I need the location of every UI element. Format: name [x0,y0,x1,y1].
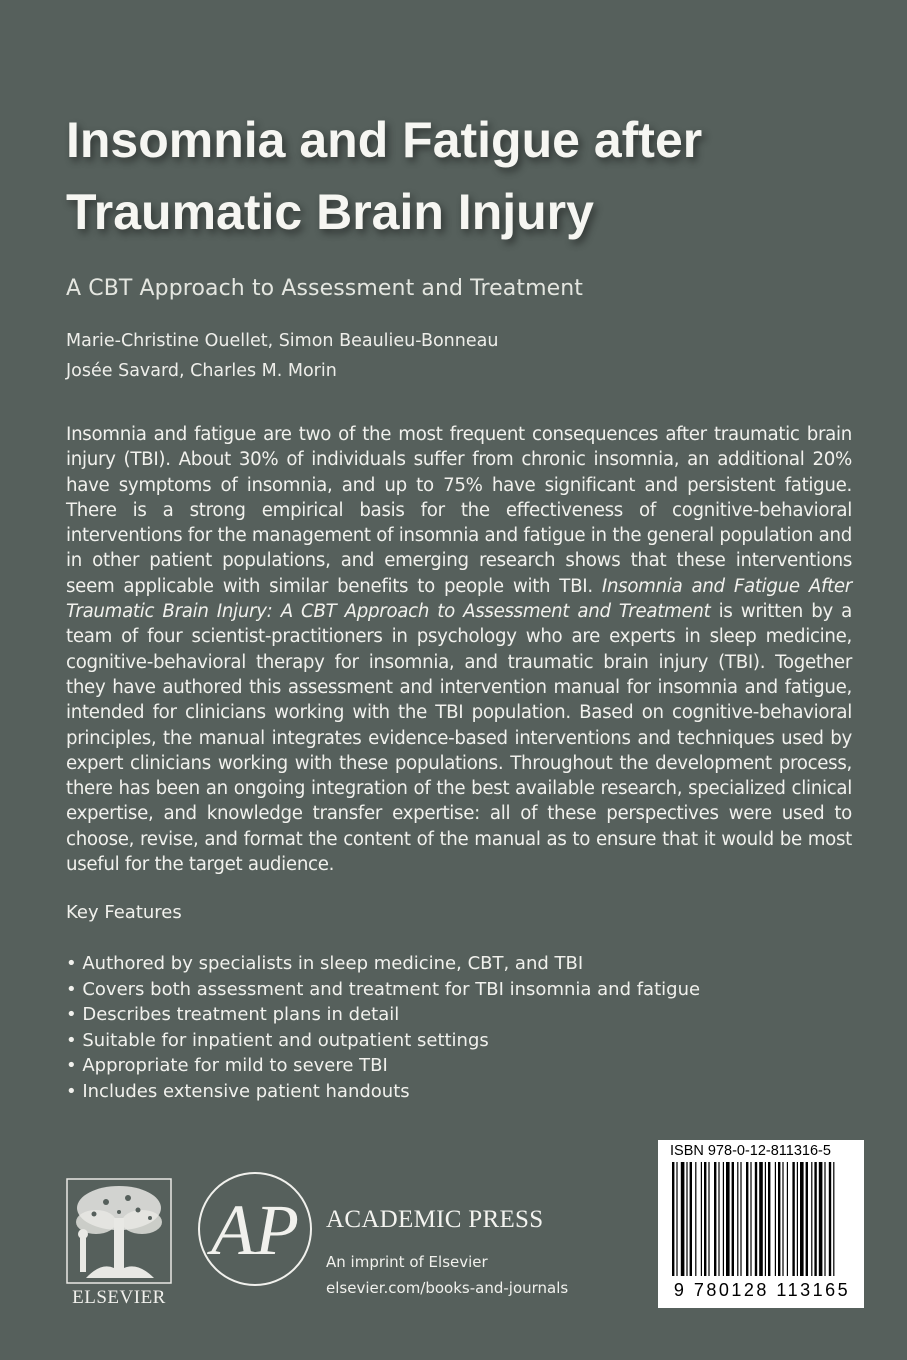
publisher-name: ACADEMIC PRESS [326,1206,544,1233]
barcode-bar [704,1162,706,1276]
barcode-bar [800,1162,804,1276]
barcode-bar [746,1162,748,1276]
description-paragraph [66,422,852,877]
description-part-2: is written by a team of four scientist-practitioners in psychology who are experts in sleep medicine, cognitive-behavioral therapy for insomnia, and traumatic brain injury (TBI). Together they have authored this assessment and intervention manual for insomnia and fatigue, intended for clinicians working with the TBI population. Based on cognitive-behavioral principles, the manual integrates evidence-based interventions and techniques used by expert clinicians working with these populations. Throughout the development process, there has been an ongoing integration of the best available research, specialized clinical expertise, and knowledge transfer expertise: all of these perspectives were used to choose, revise, and format the content of the manual as to ensure that it would be most useful for the target audience. [66,601,852,876]
barcode-box [658,1140,864,1308]
barcode-bar [765,1162,766,1276]
feature-item: • Authored by specialists in sleep medicine, CBT, and TBI [66,951,700,977]
barcode-bar [833,1162,834,1276]
key-features-heading: Key Features [66,902,182,923]
barcode-bar [740,1162,741,1276]
barcode-bar [829,1162,831,1276]
book-subtitle: A CBT Approach to Assessment and Treatment [66,276,584,301]
barcode-bar [750,1162,751,1276]
barcode-bar [701,1162,702,1276]
barcode-bar [695,1162,696,1276]
barcode-bar [690,1162,692,1276]
feature-item: • Appropriate for mild to severe TBI [66,1053,700,1079]
barcode-bar [824,1162,825,1276]
feature-item: • Includes extensive patient handouts [66,1079,700,1105]
barcode-digits: 9 780128 113165 [673,1280,851,1300]
elsevier-wordmark: ELSEVIER [72,1287,166,1308]
barcode-bar [814,1162,816,1276]
barcode-bar [775,1162,776,1276]
barcode-bar [681,1162,685,1276]
barcode-bar [768,1162,770,1276]
barcode-bar [787,1162,788,1276]
barcode-bar [797,1162,798,1276]
barcode-bar [759,1162,763,1276]
authors-line-1: Marie-Christine Ouellet, Simon Beaulieu-Bonneau [66,331,499,351]
description-italic-title: Insomnia and Fatigue After Traumatic Brain Injury: A CBT Approach to Assessment and Treatment [66,575,852,623]
description-part-1: Insomnia and fatigue are two of the most frequent consequences after traumatic brain injury (TBI). About 30% of individuals suffer from chronic insomnia, an additional 20% have symptoms of insomnia, and up to 75% have significant and persistent fatigue. There is a strong empirical basis for the effectiveness of cognitive-behavioral interventions for the management of insomnia and fatigue in the general population and in other patient populations, and emerging research shows that these interventions seem applicable with similar benefits to people with TBI. [66,424,852,597]
barcode-bar [737,1162,738,1276]
book-title [66,104,866,248]
barcode-bars [670,1162,852,1278]
isbn-label: ISBN 978-0-12-811316-5 [670,1143,831,1159]
ap-monogram: AP [211,1190,299,1270]
feature-item: • Describes treatment plans in detail [66,1002,700,1028]
barcode-bar [732,1162,734,1276]
feature-item: • Suitable for inpatient and outpatient settings [66,1028,700,1054]
barcode-bar [726,1162,730,1276]
barcode-bar [672,1162,674,1276]
key-features-list [66,951,700,1105]
book-title-line-2: Traumatic Brain Injury [66,184,594,240]
barcode-bar [714,1162,716,1276]
feature-item: • Covers both assessment and treatment for TBI insomnia and fatigue [66,977,700,1003]
barcode-bar [778,1162,780,1276]
imprint-text: An imprint of Elsevier [326,1253,488,1271]
barcode-bar [782,1162,783,1276]
barcode-bar [723,1162,724,1276]
barcode-bar [686,1162,687,1276]
barcode-bar [676,1162,677,1276]
publisher-website: elsevier.com/books-and-journals [326,1279,569,1297]
authors-line-2: Josée Savard, Charles M. Morin [66,361,337,381]
barcode-bar [708,1162,709,1276]
barcode-bar [718,1162,719,1276]
barcode-bar [811,1162,812,1276]
authors [66,326,498,386]
barcode-bar [792,1162,794,1276]
barcode-bar [806,1162,808,1276]
book-title-line-1: Insomnia and Fatigue after [66,112,703,168]
barcode-bar [755,1162,757,1276]
barcode-bar [819,1162,823,1276]
academic-press-ap-logo [196,1170,314,1288]
elsevier-tree-logo [66,1178,172,1284]
